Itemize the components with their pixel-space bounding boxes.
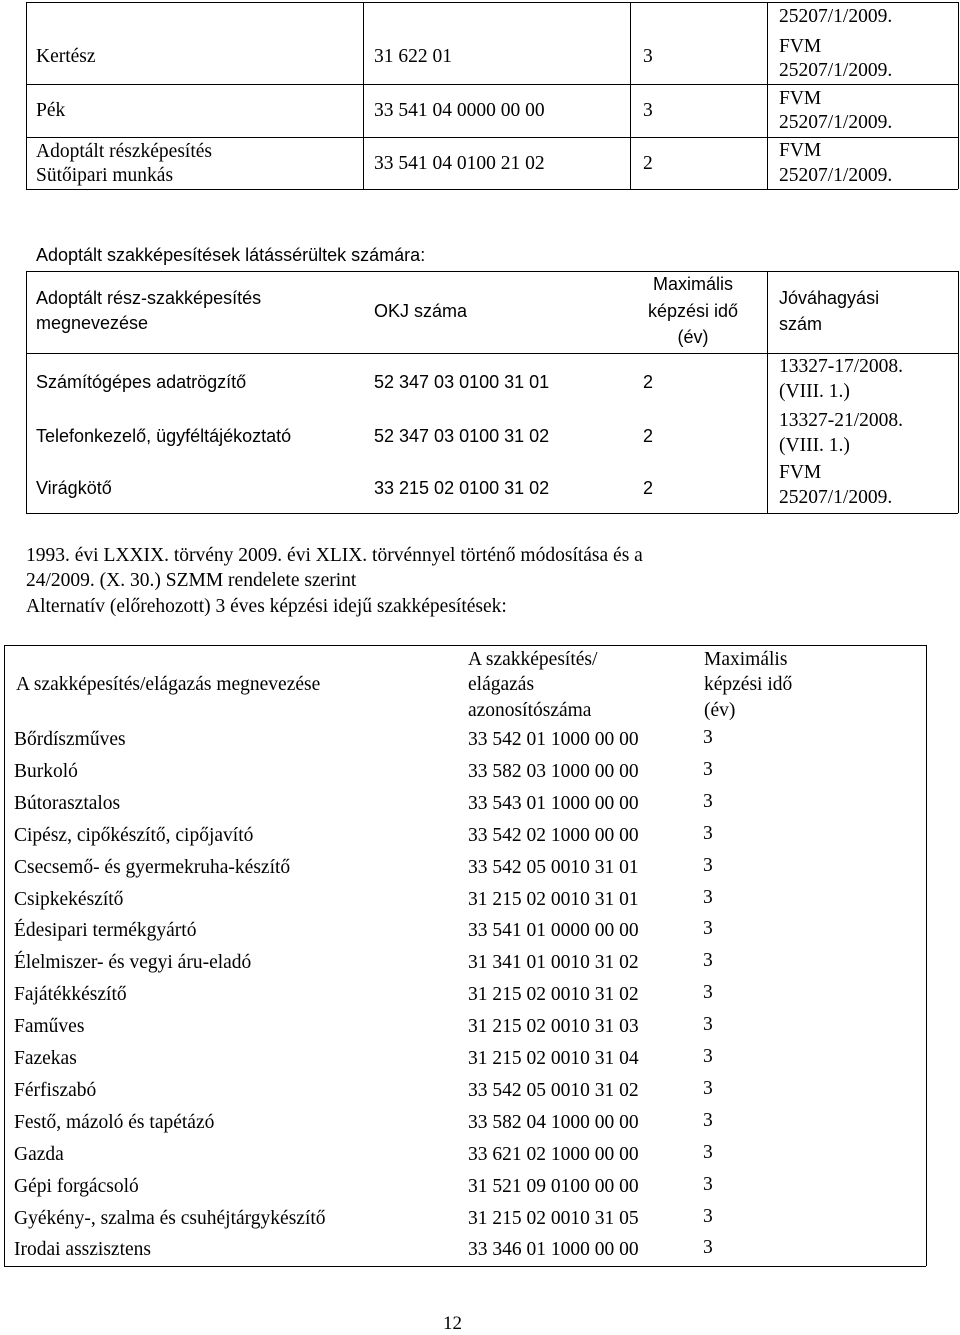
top-row-approval-label: FVM bbox=[779, 36, 822, 57]
main-header-code-line1: A szakképesítés/ bbox=[468, 649, 598, 670]
main-header-years-line3: (év) bbox=[704, 700, 736, 721]
row-years: 3 bbox=[703, 727, 713, 748]
header-approval-line2: szám bbox=[779, 314, 823, 334]
table-border bbox=[26, 513, 958, 514]
row-name: Bőrdíszműves bbox=[14, 729, 126, 750]
main-header-name: A szakképesítés/elágazás megnevezése bbox=[16, 674, 321, 695]
section-heading: Adoptált szakképesítések látássérültek számára: bbox=[36, 245, 426, 265]
row-years: 3 bbox=[703, 1110, 713, 1131]
table-border bbox=[363, 2, 364, 189]
row-years: 3 bbox=[703, 1206, 713, 1227]
row-years: 3 bbox=[703, 855, 713, 876]
paragraph-line: 24/2009. (X. 30.) SZMM rendelete szerint bbox=[26, 570, 357, 591]
row-code: 31 215 02 0010 31 03 bbox=[468, 1016, 639, 1037]
row-name: Fajátékkészítő bbox=[14, 984, 127, 1005]
row-code: 33 346 01 1000 00 00 bbox=[468, 1239, 639, 1260]
main-header-code-line3: azonosítószáma bbox=[468, 700, 592, 721]
blind-row-approval-line1: FVM bbox=[779, 462, 822, 483]
row-years: 3 bbox=[703, 1142, 713, 1163]
table-border bbox=[958, 271, 959, 513]
header-name-line2: megnevezése bbox=[36, 313, 149, 333]
table-border bbox=[767, 2, 768, 189]
top-row-code: 33 541 04 0000 00 00 bbox=[374, 100, 545, 121]
row-code: 31 215 02 0010 31 05 bbox=[468, 1208, 639, 1229]
row-name: Festő, mázoló és tapétázó bbox=[14, 1112, 215, 1133]
top-row-approval-number: 25207/1/2009. bbox=[779, 112, 893, 133]
row-years: 3 bbox=[703, 918, 713, 939]
row-years: 3 bbox=[703, 791, 713, 812]
top-row-approval-label: FVM bbox=[779, 88, 822, 109]
row-code: 33 541 01 0000 00 00 bbox=[468, 920, 639, 941]
blind-row-code: 52 347 03 0100 31 02 bbox=[374, 426, 550, 446]
top-row-years: 3 bbox=[643, 46, 653, 67]
row-code: 33 582 04 1000 00 00 bbox=[468, 1112, 639, 1133]
blind-row-years: 2 bbox=[643, 478, 654, 498]
row-code: 31 215 02 0010 31 01 bbox=[468, 889, 639, 910]
table-border bbox=[4, 645, 926, 646]
blind-row-years: 2 bbox=[643, 372, 654, 392]
row-years: 3 bbox=[703, 982, 713, 1003]
row-name: Férfiszabó bbox=[14, 1080, 97, 1101]
table-border bbox=[26, 271, 27, 513]
row-name: Irodai asszisztens bbox=[14, 1239, 151, 1260]
row-years: 3 bbox=[703, 1174, 713, 1195]
table-border bbox=[26, 353, 958, 354]
row-years: 3 bbox=[703, 823, 713, 844]
row-code: 31 341 01 0010 31 02 bbox=[468, 952, 639, 973]
row-code: 33 542 05 0010 31 02 bbox=[468, 1080, 639, 1101]
blind-row-approval-line1: 13327-21/2008. bbox=[779, 410, 904, 431]
row-name: Gazda bbox=[14, 1144, 64, 1165]
table-border bbox=[4, 645, 5, 1266]
blind-row-approval-line1: 13327-17/2008. bbox=[779, 356, 904, 377]
header-name-line1: Adoptált rész-szakképesítés bbox=[36, 288, 262, 308]
blind-row-code: 33 215 02 0100 31 02 bbox=[374, 478, 550, 498]
top-row-approval-number: 25207/1/2009. bbox=[779, 6, 893, 27]
row-code: 33 542 05 0010 31 01 bbox=[468, 857, 639, 878]
table-border bbox=[630, 2, 631, 189]
blind-row-name: Virágkötő bbox=[36, 478, 112, 498]
row-years: 3 bbox=[703, 950, 713, 971]
main-header-code-line2: elágazás bbox=[468, 674, 535, 695]
table-border bbox=[26, 189, 958, 190]
row-years: 3 bbox=[703, 1237, 713, 1258]
header-years-line2: képzési idő bbox=[647, 301, 739, 321]
main-header-years-line2: képzési idő bbox=[704, 674, 793, 695]
row-code: 31 521 09 0100 00 00 bbox=[468, 1176, 639, 1197]
top-row-approval-label: FVM bbox=[779, 140, 822, 161]
table-border bbox=[926, 645, 927, 1266]
table-border bbox=[26, 137, 958, 138]
paragraph-line: 1993. évi LXXIX. törvény 2009. évi XLIX. törvénnyel történő módosítása és a bbox=[26, 545, 643, 566]
top-row-code: 33 541 04 0100 21 02 bbox=[374, 153, 545, 174]
row-years: 3 bbox=[703, 759, 713, 780]
row-code: 31 215 02 0010 31 02 bbox=[468, 984, 639, 1005]
blind-row-years: 2 bbox=[643, 426, 654, 446]
row-name: Gépi forgácsoló bbox=[14, 1176, 139, 1197]
table-border bbox=[767, 271, 768, 513]
row-code: 33 542 02 1000 00 00 bbox=[468, 825, 639, 846]
row-name: Csecsemő- és gyermekruha-készítő bbox=[14, 857, 291, 878]
row-name: Gyékény-, szalma és csuhéjtárgykészítő bbox=[14, 1208, 326, 1229]
blind-row-name: Számítógépes adatrögzítő bbox=[36, 372, 247, 392]
row-code: 33 582 03 1000 00 00 bbox=[468, 761, 639, 782]
table-border bbox=[958, 2, 959, 189]
header-years-line1: Maximális bbox=[652, 274, 733, 294]
row-code: 33 542 01 1000 00 00 bbox=[468, 729, 639, 750]
top-row-name: Pék bbox=[36, 100, 66, 121]
table-border bbox=[26, 2, 27, 189]
top-row-code: 31 622 01 bbox=[374, 46, 452, 67]
top-row-approval-number: 25207/1/2009. bbox=[779, 60, 893, 81]
row-years: 3 bbox=[703, 887, 713, 908]
top-row-name: Kertész bbox=[36, 46, 96, 67]
blind-row-approval-line2: 25207/1/2009. bbox=[779, 487, 893, 508]
row-name: Faműves bbox=[14, 1016, 85, 1037]
blind-row-code: 52 347 03 0100 31 01 bbox=[374, 372, 550, 392]
table-border bbox=[4, 1266, 926, 1267]
header-code: OKJ száma bbox=[374, 301, 468, 321]
blind-row-name: Telefonkezelő, ügyféltájékoztató bbox=[36, 426, 292, 446]
row-name: Fazekas bbox=[14, 1048, 77, 1069]
row-code: 31 215 02 0010 31 04 bbox=[468, 1048, 639, 1069]
top-row-name-line1: Adoptált részképesítés bbox=[36, 141, 212, 162]
header-approval-line1: Jóváhagyási bbox=[779, 288, 880, 308]
row-name: Élelmiszer- és vegyi áru-eladó bbox=[14, 952, 252, 973]
row-years: 3 bbox=[703, 1014, 713, 1035]
top-row-approval-number: 25207/1/2009. bbox=[779, 165, 893, 186]
row-code: 33 621 02 1000 00 00 bbox=[468, 1144, 639, 1165]
row-name: Csipkekészítő bbox=[14, 889, 124, 910]
row-years: 3 bbox=[703, 1046, 713, 1067]
row-name: Burkoló bbox=[14, 761, 78, 782]
top-row-years: 3 bbox=[643, 100, 653, 121]
row-name: Cipész, cipőkészítő, cipőjavító bbox=[14, 825, 254, 846]
main-header-years-line1: Maximális bbox=[704, 649, 788, 670]
table-border bbox=[26, 84, 958, 85]
blind-row-approval-line2: (VIII. 1.) bbox=[779, 381, 850, 402]
row-years: 3 bbox=[703, 1078, 713, 1099]
page-number: 12 bbox=[443, 1313, 462, 1334]
row-code: 33 543 01 1000 00 00 bbox=[468, 793, 639, 814]
blind-row-approval-line2: (VIII. 1.) bbox=[779, 435, 850, 456]
top-row-years: 2 bbox=[643, 153, 653, 174]
row-name: Édesipari termékgyártó bbox=[14, 920, 197, 941]
table-border bbox=[26, 271, 958, 272]
top-row-name-line2: Sütőipari munkás bbox=[36, 165, 174, 186]
paragraph-line: Alternatív (előrehozott) 3 éves képzési idejű szakképesítések: bbox=[26, 596, 507, 617]
table-border bbox=[26, 2, 958, 3]
row-name: Bútorasztalos bbox=[14, 793, 121, 814]
header-years-line3: (év) bbox=[677, 327, 709, 347]
